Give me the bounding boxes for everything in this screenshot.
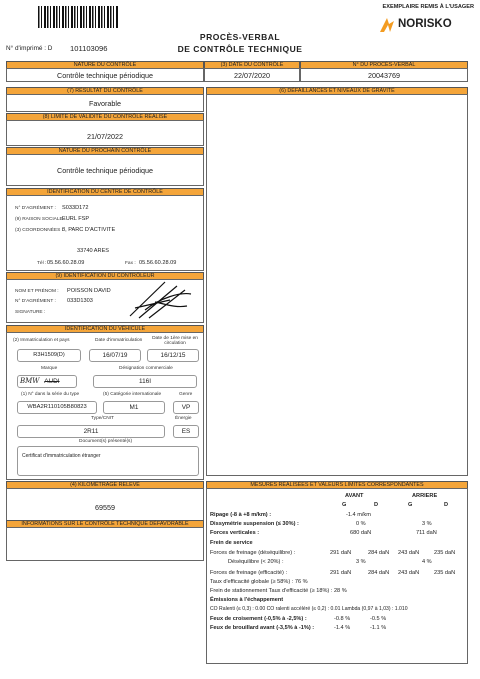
- defects-header: (6) DÉFAILLANCES ET NIVEAUX DE GRAVITÉ: [206, 87, 468, 96]
- categorie-value: M1: [103, 401, 165, 414]
- info-header: INFORMATIONS SUR LE CONTRÔLE TECHNIQUE DÉFAVORABLE: [6, 520, 204, 529]
- ffe-ar-d: 235 daN: [434, 570, 456, 576]
- ffe-av-g: 291 daN: [330, 570, 352, 576]
- frein-service-label: Frein de service: [210, 540, 253, 546]
- vin-label: (1) N° dans la série du type: [21, 392, 80, 397]
- centre-tel-value: 05.56.60.28.09: [47, 260, 85, 266]
- print-number-label: N° d'imprimé : D: [6, 45, 53, 52]
- emissions-label: Émissions à l'échappement: [210, 597, 284, 603]
- pv-value: 20043769: [300, 68, 468, 82]
- dissym-susp-label: Dissymétrie suspension (≤ 30%) :: [210, 521, 299, 527]
- barcode: [38, 6, 118, 28]
- feux-crois-ar: -0.5 %: [370, 616, 387, 622]
- centre-raison-label: (9) RAISON SOCIALE :: [15, 217, 66, 222]
- energie-value: ES: [173, 425, 199, 438]
- frein-stat: Frein de stationnement Taux d'efficacité (≥ 18%) : 28 %: [210, 588, 347, 594]
- docs-label: Document(s) présenté(s): [79, 439, 133, 444]
- marque-printed: AUDI: [44, 378, 60, 385]
- type-label: Type/CNIT: [91, 416, 114, 421]
- controleur-agrement-value: 033D1303: [67, 298, 93, 304]
- copy-notice: EXEMPLAIRE REMIS À L'USAGER: [382, 4, 474, 10]
- controleur-header: (9) IDENTIFICATION DU CONTRÔLEUR: [6, 272, 204, 281]
- deseq-av: 3 %: [356, 559, 366, 565]
- result-value: Favorable: [6, 94, 204, 112]
- validity-header: (8) LIMITE DE VALIDITÉ DU CONTRÔLE RÉALISÉ: [6, 113, 204, 122]
- immat-label: (2) Immatriculation et pays: [13, 338, 70, 343]
- designation-label: Désignation commerciale: [119, 366, 173, 371]
- feux-brouil-ar: -1.1 %: [370, 625, 387, 631]
- genre-label: Genre: [179, 392, 193, 397]
- defects-panel: [206, 94, 468, 476]
- nature-header: NATURE DU CONTRÔLE: [6, 61, 204, 70]
- measures-header: MESURES RÉALISÉES ET VALEURS LIMITES CORRESPONDANTES: [206, 481, 468, 490]
- deseq-ar: 4 %: [422, 559, 432, 565]
- km-header: (4) KILOMÉTRAGE RELEVÉ: [6, 481, 204, 490]
- ffd-label: Forces de freinage (déséquilibre) :: [210, 550, 296, 556]
- measures-arriere-d: D: [444, 502, 449, 508]
- centre-tel-label: Tél :: [37, 261, 47, 266]
- result-header: (7) RÉSULTAT DU CONTRÔLE: [6, 87, 204, 96]
- vin-value: WBA2R110105B80823: [17, 401, 97, 414]
- nature-value: Contrôle technique périodique: [6, 68, 204, 82]
- ffd-av-g: 291 daN: [330, 550, 352, 556]
- co-line: CO Ralenti (≤ 0,3) : 0.00 CO ralenti accéléré (≤ 0,2) : 0.01 Lambda (0,97 à 1,03) : 1.010: [210, 606, 408, 612]
- ffe-ar-g: 243 daN: [398, 570, 420, 576]
- controleur-signature-label: SIGNATURE :: [15, 310, 46, 315]
- marque-hand: BMW: [20, 377, 40, 385]
- feux-brouil-av: -1.4 %: [334, 625, 351, 631]
- marque-label: Marque: [41, 366, 58, 371]
- title-line2: DE CONTRÔLE TECHNIQUE: [177, 44, 303, 54]
- brand-name: NORISKO: [398, 18, 452, 30]
- feux-crois-label: Feux de croisement (-0,5% à -2,5%) :: [210, 616, 307, 622]
- forces-vert-av: 680 daN: [350, 530, 372, 536]
- measures-avant-d: D: [374, 502, 379, 508]
- centre-panel: [6, 195, 204, 271]
- centre-header: IDENTIFICATION DU CENTRE DE CONTRÔLE: [6, 188, 204, 197]
- measures-avant: AVANT: [345, 493, 364, 499]
- categorie-label: (5) Catégorie internationale: [103, 392, 162, 397]
- dissym-susp-ar: 3 %: [422, 521, 432, 527]
- date-header: (3) DATE DU CONTRÔLE: [204, 61, 300, 70]
- designation-value: 116I: [93, 375, 197, 388]
- feux-crois-av: -0.8 %: [334, 616, 351, 622]
- measures-arriere: ARRIERE: [412, 493, 438, 499]
- forces-vert-ar: 711 daN: [416, 530, 437, 536]
- next-value: Contrôle technique périodique: [6, 154, 204, 186]
- date-immat-value: 16/07/19: [89, 349, 141, 362]
- controleur-agrement-label: N° D'AGRÉMENT :: [15, 299, 56, 304]
- feux-brouil-label: Feux de brouillard avant (-3,5% à -1%) :: [210, 625, 315, 631]
- info-panel: [6, 527, 204, 561]
- ripage-label: Ripage (-8 à +8 m/km) :: [210, 512, 272, 518]
- vehicle-header: IDENTIFICATION DU VÉHICULE: [6, 325, 204, 334]
- title-line1: PROCÈS-VERBAL: [199, 32, 281, 42]
- deseq-label: Déséquilibre (< 20%) :: [228, 559, 284, 565]
- centre-fax-label: Fax :: [125, 261, 136, 266]
- centre-agrement-label: N° D'AGRÉMENT :: [15, 206, 56, 211]
- controleur-name-label: NOM ET PRÉNOM :: [15, 289, 59, 294]
- energie-label: Énergie: [175, 416, 192, 421]
- validity-value: 21/07/2022: [6, 120, 204, 146]
- date-first-label: Date de 1ère mise en circulation: [152, 336, 198, 346]
- ffd-ar-g: 243 daN: [398, 550, 420, 556]
- ffd-ar-d: 235 daN: [434, 550, 456, 556]
- pv-header: N° DU PROCÈS-VERBAL: [300, 61, 468, 70]
- brand-logo: [378, 16, 474, 34]
- date-value: 22/07/2020: [204, 68, 300, 82]
- centre-city: 33740 ARES: [77, 248, 110, 254]
- date-first-value: 16/12/15: [147, 349, 199, 362]
- centre-agrement-value: S033D172: [62, 205, 89, 211]
- controleur-name-value: POISSON DAVID: [67, 288, 111, 294]
- centre-coord-label: (3) COORDONNÉES :: [15, 228, 63, 233]
- immat-value: R3H1509(D): [17, 349, 81, 362]
- print-number: 101103096: [70, 44, 108, 53]
- date-immat-label: Date d'immatriculation: [95, 338, 143, 343]
- docs-box: [17, 446, 199, 476]
- taux-global: Taux d'efficacité globale (≥ 58%) : 76 %: [210, 579, 308, 585]
- ffe-label: Forces de freinage (efficacité) :: [210, 570, 288, 576]
- vehicle-panel: [6, 332, 204, 480]
- km-value: 69559: [6, 488, 204, 522]
- controleur-panel: [6, 279, 204, 323]
- next-header: NATURE DU PROCHAIN CONTRÔLE: [6, 147, 204, 156]
- docs-value: Certificat d'immatriculation étranger: [22, 453, 101, 459]
- ripage-value: -1.4 m/km: [346, 512, 371, 518]
- genre-value: VP: [173, 401, 199, 414]
- measures-avant-g: G: [342, 502, 347, 508]
- centre-fax-value: 05.56.60.28.09: [139, 260, 177, 266]
- centre-coord-value: 8, PARC D'ACTIVITE: [62, 227, 116, 233]
- type-value: 2R11: [17, 425, 165, 438]
- ffd-av-d: 284 daN: [368, 550, 390, 556]
- forces-vert-label: Forces verticales :: [210, 530, 260, 536]
- ffe-av-d: 284 daN: [368, 570, 390, 576]
- marque-value: [17, 375, 77, 388]
- signature: [125, 278, 195, 322]
- dissym-susp-av: 0 %: [356, 521, 366, 527]
- flame-icon: [378, 16, 396, 34]
- centre-raison-value: EURL FSP: [62, 216, 90, 222]
- measures-arriere-g: G: [408, 502, 413, 508]
